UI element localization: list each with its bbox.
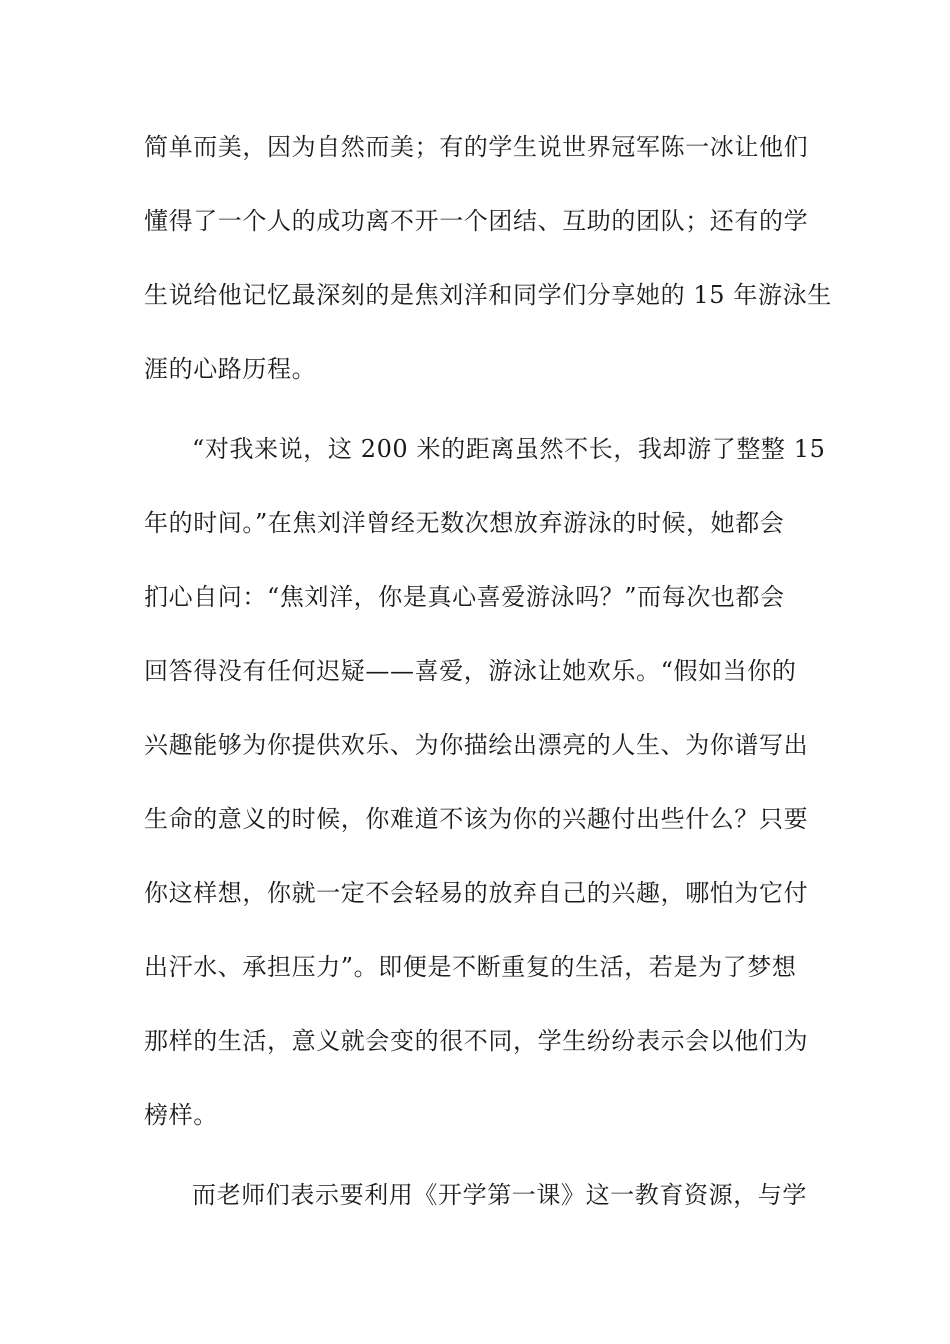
text-line: 出汗水、承担压力”。即便是不断重复的生活，若是为了梦想	[144, 953, 797, 981]
text-line: 涯的心路历程。	[144, 355, 317, 383]
text-line: 扪心自问：“焦刘洋，你是真心喜爱游泳吗？”而每次也都会	[144, 583, 785, 611]
text-line: 回答得没有任何迟疑——喜爱，游泳让她欢乐。“假如当你的	[144, 657, 797, 685]
text-line: 兴趣能够为你提供欢乐、为你描绘出漂亮的人生、为你谱写出	[144, 731, 809, 759]
text-line: 年的时间。”在焦刘洋曾经无数次想放弃游泳的时候，她都会	[144, 509, 785, 537]
text-line: 生说给他记忆最深刻的是焦刘洋和同学们分享她的 15 年游泳生	[144, 281, 832, 309]
paragraph-first-line: 而老师们表示要利用《开学第一课》这一教育资源，与学	[192, 1181, 807, 1209]
text-line: 那样的生活，意义就会变的很不同，学生纷纷表示会以他们为	[144, 1027, 809, 1055]
text-line: 生命的意义的时候，你难道不该为你的兴趣付出些什么？只要	[144, 805, 809, 833]
text-line: 你这样想，你就一定不会轻易的放弃自己的兴趣，哪怕为它付	[144, 879, 809, 907]
text-line: 简单而美，因为自然而美；有的学生说世界冠军陈一冰让他们	[144, 133, 809, 161]
paragraph-first-line: “对我来说，这 200 米的距离虽然不长，我却游了整整 15	[192, 435, 826, 463]
text-line: 懂得了一个人的成功离不开一个团结、互助的团队；还有的学	[144, 207, 809, 235]
text-line: 榜样。	[144, 1101, 218, 1129]
